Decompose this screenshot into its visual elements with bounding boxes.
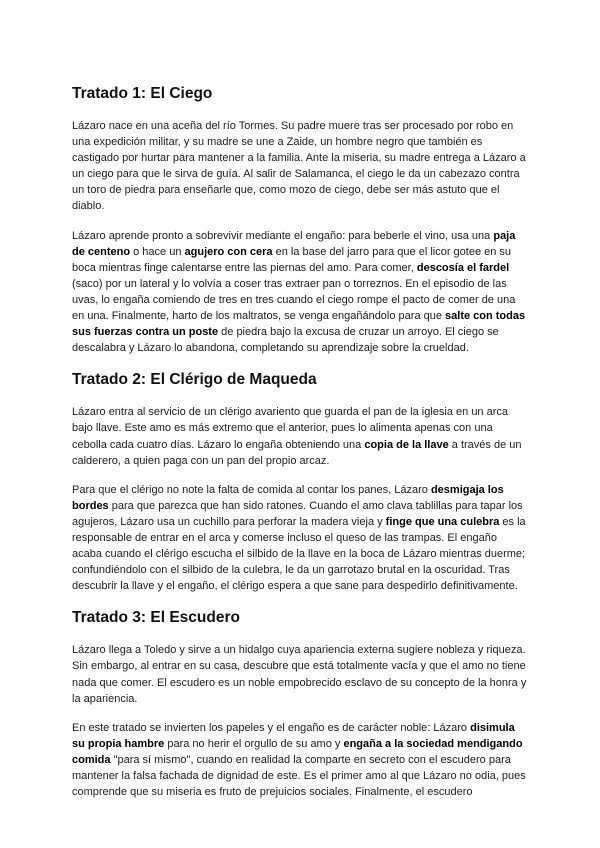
paragraph [72, 482, 528, 595]
section-heading: Tratado 3: El Escudero [72, 609, 240, 627]
text-run: para que parezca que han sido ratones. Cuando el amo clava tablillas para tapar los agujeros, Lázaro usa un cuchillo para perforar la madera vieja y [72, 499, 523, 528]
text-run: para no herir el orgullo de su amo y [164, 737, 344, 750]
text-run: a través de un calderero, a quien paga con un pan del propio arcaz. [72, 438, 522, 467]
section-tratado-3 [72, 608, 528, 800]
text-run: en la base del jarro para que el licor gotee en su boca mientras finge calentarse entre las piernas del amo. Para comer, [72, 245, 512, 274]
bold-text-run: disimula su propia hambre [72, 721, 515, 750]
bold-text-run: agujero con cera [184, 245, 273, 258]
text-run: Para que el clérigo no note la falta de comida al contar los panes, Lázaro [72, 483, 431, 496]
paragraph [72, 720, 528, 800]
paragraph [72, 228, 528, 357]
text-run: (saco) por un lateral y lo volvía a coser tras extraer pan o torreznos. En el episodio de las uvas, lo engaña comiendo de tres en tres cuando el ciego rompe el pacto de comer de una en una. Finalmente, harto de los maltratos, se venga engañándolo para que [72, 277, 516, 323]
section-heading: Tratado 1: El Ciego [72, 85, 213, 102]
bold-text-run: paja de centeno [72, 229, 516, 258]
section-heading: Tratado 2: El Clérigo de Maqueda [72, 371, 317, 389]
text-run: o hace un [130, 245, 185, 258]
text-run: Lázaro llega a Toledo y sirve a un hidalgo cuya apariencia externa sugiere nobleza y riqueza. Sin embargo, al entrar en su casa, descubre que está totalmente vacía y que el amo no tiene nada que comer. El escudero es un noble empobrecido esclavo de su concepto de la honra y la apariencia. [72, 644, 527, 705]
section-tratado-2 [72, 370, 528, 594]
paragraph [72, 118, 528, 215]
section-tratado-1 [72, 84, 528, 356]
text-run: "para sí mismo", cuando en realidad la comparte en secreto con el escudero para mantener la falsa fachada de dignidad de este. Es el primer amo al que Lázaro no odia, pues comprende que su miseria es fruto de prejuicios sociales. Finalmente, el escudero [72, 753, 526, 799]
bold-text-run: salte con todas sus fuerzas contra un poste [72, 310, 526, 339]
text-run: es la responsable de entrar en el arca y comerse incluso el queso de las trampas. El engaño acaba cuando el clérigo escucha el silbido de la llave en la boca de Lázaro mientras duerme; confundiéndolo con el silbido de la culebra, le da un garrotazo brutal en la oscuridad. Tras descubrir la llave y el engaño, el clérigo espera a que sane para despedirlo definitivamente. [72, 515, 526, 593]
bold-text-run: desmigaja los bordes [72, 483, 504, 512]
text-run: En este tratado se invierten los papeles y el engaño es de carácter noble: Lázaro [72, 721, 471, 734]
text-run: Lázaro nace en una aceña del río Tormes. Su padre muere tras ser procesado por robo en una expedición militar, y su madre se une a Zaide, un hombre negro que también es castigado por hurtar para mantener a la familia. Ante la miseria, su madre entrega a Lázaro a un ciego para que le sirva de guía. Al salir de Salamanca, el ciego le da un cabezazo contra un toro de piedra para enseñarle que, como mozo de ciego, debe ser más astuto que el diablo. [72, 120, 526, 213]
paragraph [72, 642, 528, 706]
bold-text-run: finge que una culebra [385, 515, 500, 528]
text-run: de piedra bajo la excusa de cruzar un arroyo. El ciego se descalabra y Lázaro lo abandona, completando su aprendizaje sobre la crueldad. [72, 326, 499, 355]
text-run: Lázaro entra al servicio de un clérigo avariento que guarda el pan de la iglesia en un arca bajo llave. Este amo es más extremo que el anterior, pues lo alimenta apenas con una cebolla cada cuatro días. Lázaro lo engaña obteniendo una [72, 406, 509, 451]
bold-text-run: descosía el fardel [416, 261, 510, 274]
paragraph [72, 404, 528, 468]
text-run: Lázaro aprende pronto a sobrevivir mediante el engaño: para beberle el vino, usa una [72, 229, 494, 242]
bold-text-run: copia de la llave [364, 438, 449, 451]
bold-text-run: engaña a la sociedad mendigando comida [72, 737, 523, 766]
